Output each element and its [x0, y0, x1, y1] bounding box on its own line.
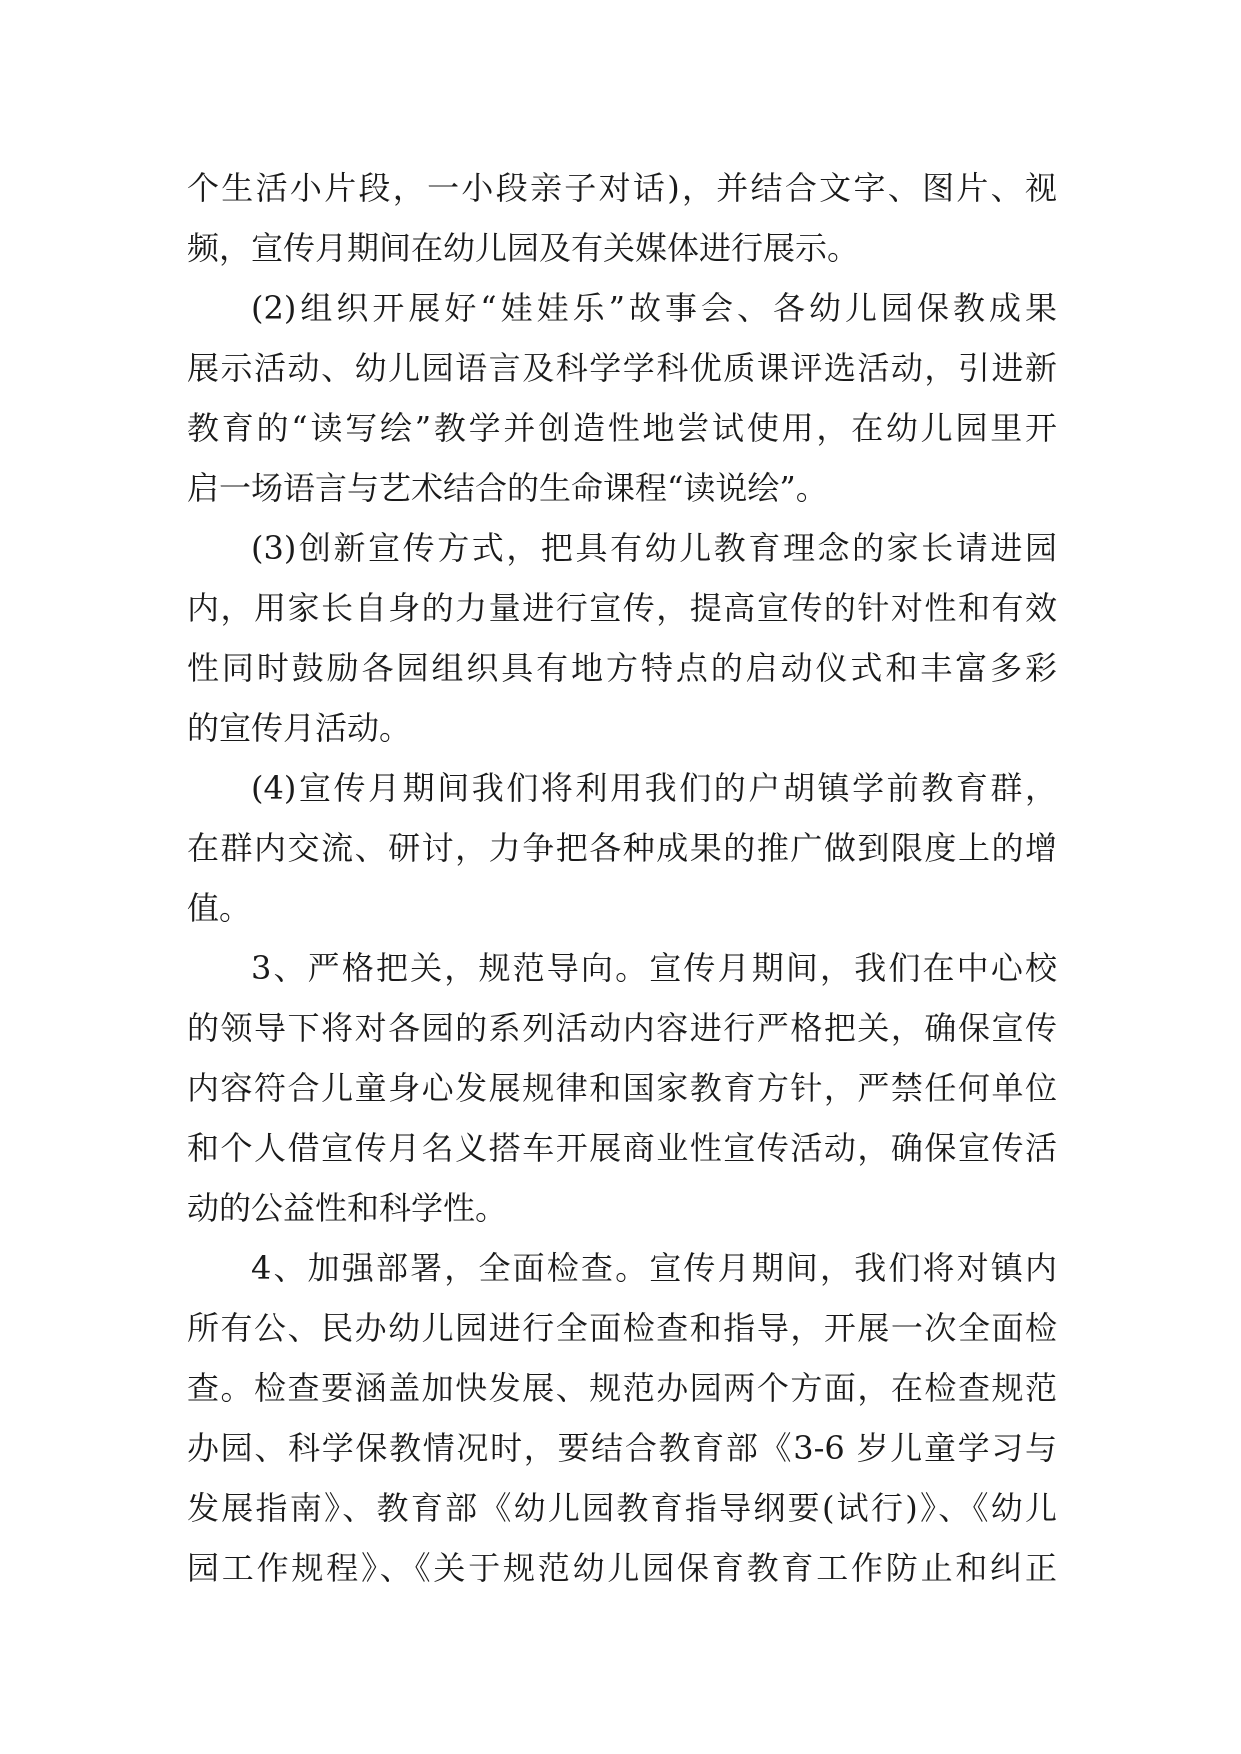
text-line: 值。 — [187, 889, 252, 927]
text-line: 园工作规程》、《关于规范幼儿园保育教育工作防止和纠正 — [187, 1549, 1057, 1587]
text-line: 教育的“读写绘”教学并创造性地尝试使用，在幼儿园里开 — [187, 409, 1057, 447]
text-line: 的领导下将对各园的系列活动内容进行严格把关，确保宣传 — [187, 1009, 1057, 1047]
text-line: 动的公益性和科学性。 — [187, 1189, 508, 1227]
text-line: 办园、科学保教情况时，要结合教育部《3-6 岁儿童学习与 — [187, 1429, 1057, 1467]
text-line: 内，用家长自身的力量进行宣传，提高宣传的针对性和有效 — [187, 589, 1057, 627]
text-line: 和个人借宣传月名义搭车开展商业性宣传活动，确保宣传活 — [187, 1129, 1057, 1167]
text-line: 展示活动、幼儿园语言及科学学科优质课评选活动，引进新 — [187, 349, 1057, 387]
text-line: 所有公、民办幼儿园进行全面检查和指导，开展一次全面检 — [187, 1309, 1057, 1347]
text-line: (3)创新宣传方式，把具有幼儿教育理念的家长请进园 — [251, 529, 1057, 567]
text-line: 启一场语言与艺术结合的生命课程“读说绘”。 — [187, 469, 828, 507]
text-line: 发展指南》、教育部《幼儿园教育指导纲要(试行)》、《幼儿 — [187, 1489, 1057, 1527]
text-line: 查。检查要涵盖加快发展、规范办园两个方面，在检查规范 — [187, 1369, 1057, 1407]
text-line: 的宣传月活动。 — [187, 709, 412, 747]
text-line: (4)宣传月期间我们将利用我们的户胡镇学前教育群， — [251, 769, 1057, 807]
text-line: 在群内交流、研讨，力争把各种成果的推广做到限度上的增 — [187, 829, 1057, 867]
document-body — [187, 158, 1057, 1598]
text-line: 性同时鼓励各园组织具有地方特点的启动仪式和丰富多彩 — [187, 649, 1057, 687]
text-line: 3、严格把关，规范导向。宣传月期间，我们在中心校 — [251, 949, 1057, 987]
text-line: (2)组织开展好“娃娃乐”故事会、各幼儿园保教成果 — [251, 289, 1057, 327]
text-line: 4、加强部署，全面检查。宣传月期间，我们将对镇内 — [251, 1249, 1057, 1287]
text-line: 个生活小片段，一小段亲子对话)，并结合文字、图片、视 — [187, 169, 1057, 207]
text-line: 频，宣传月期间在幼儿园及有关媒体进行展示。 — [187, 229, 860, 267]
text-line: 内容符合儿童身心发展规律和国家教育方针，严禁任何单位 — [187, 1069, 1057, 1107]
